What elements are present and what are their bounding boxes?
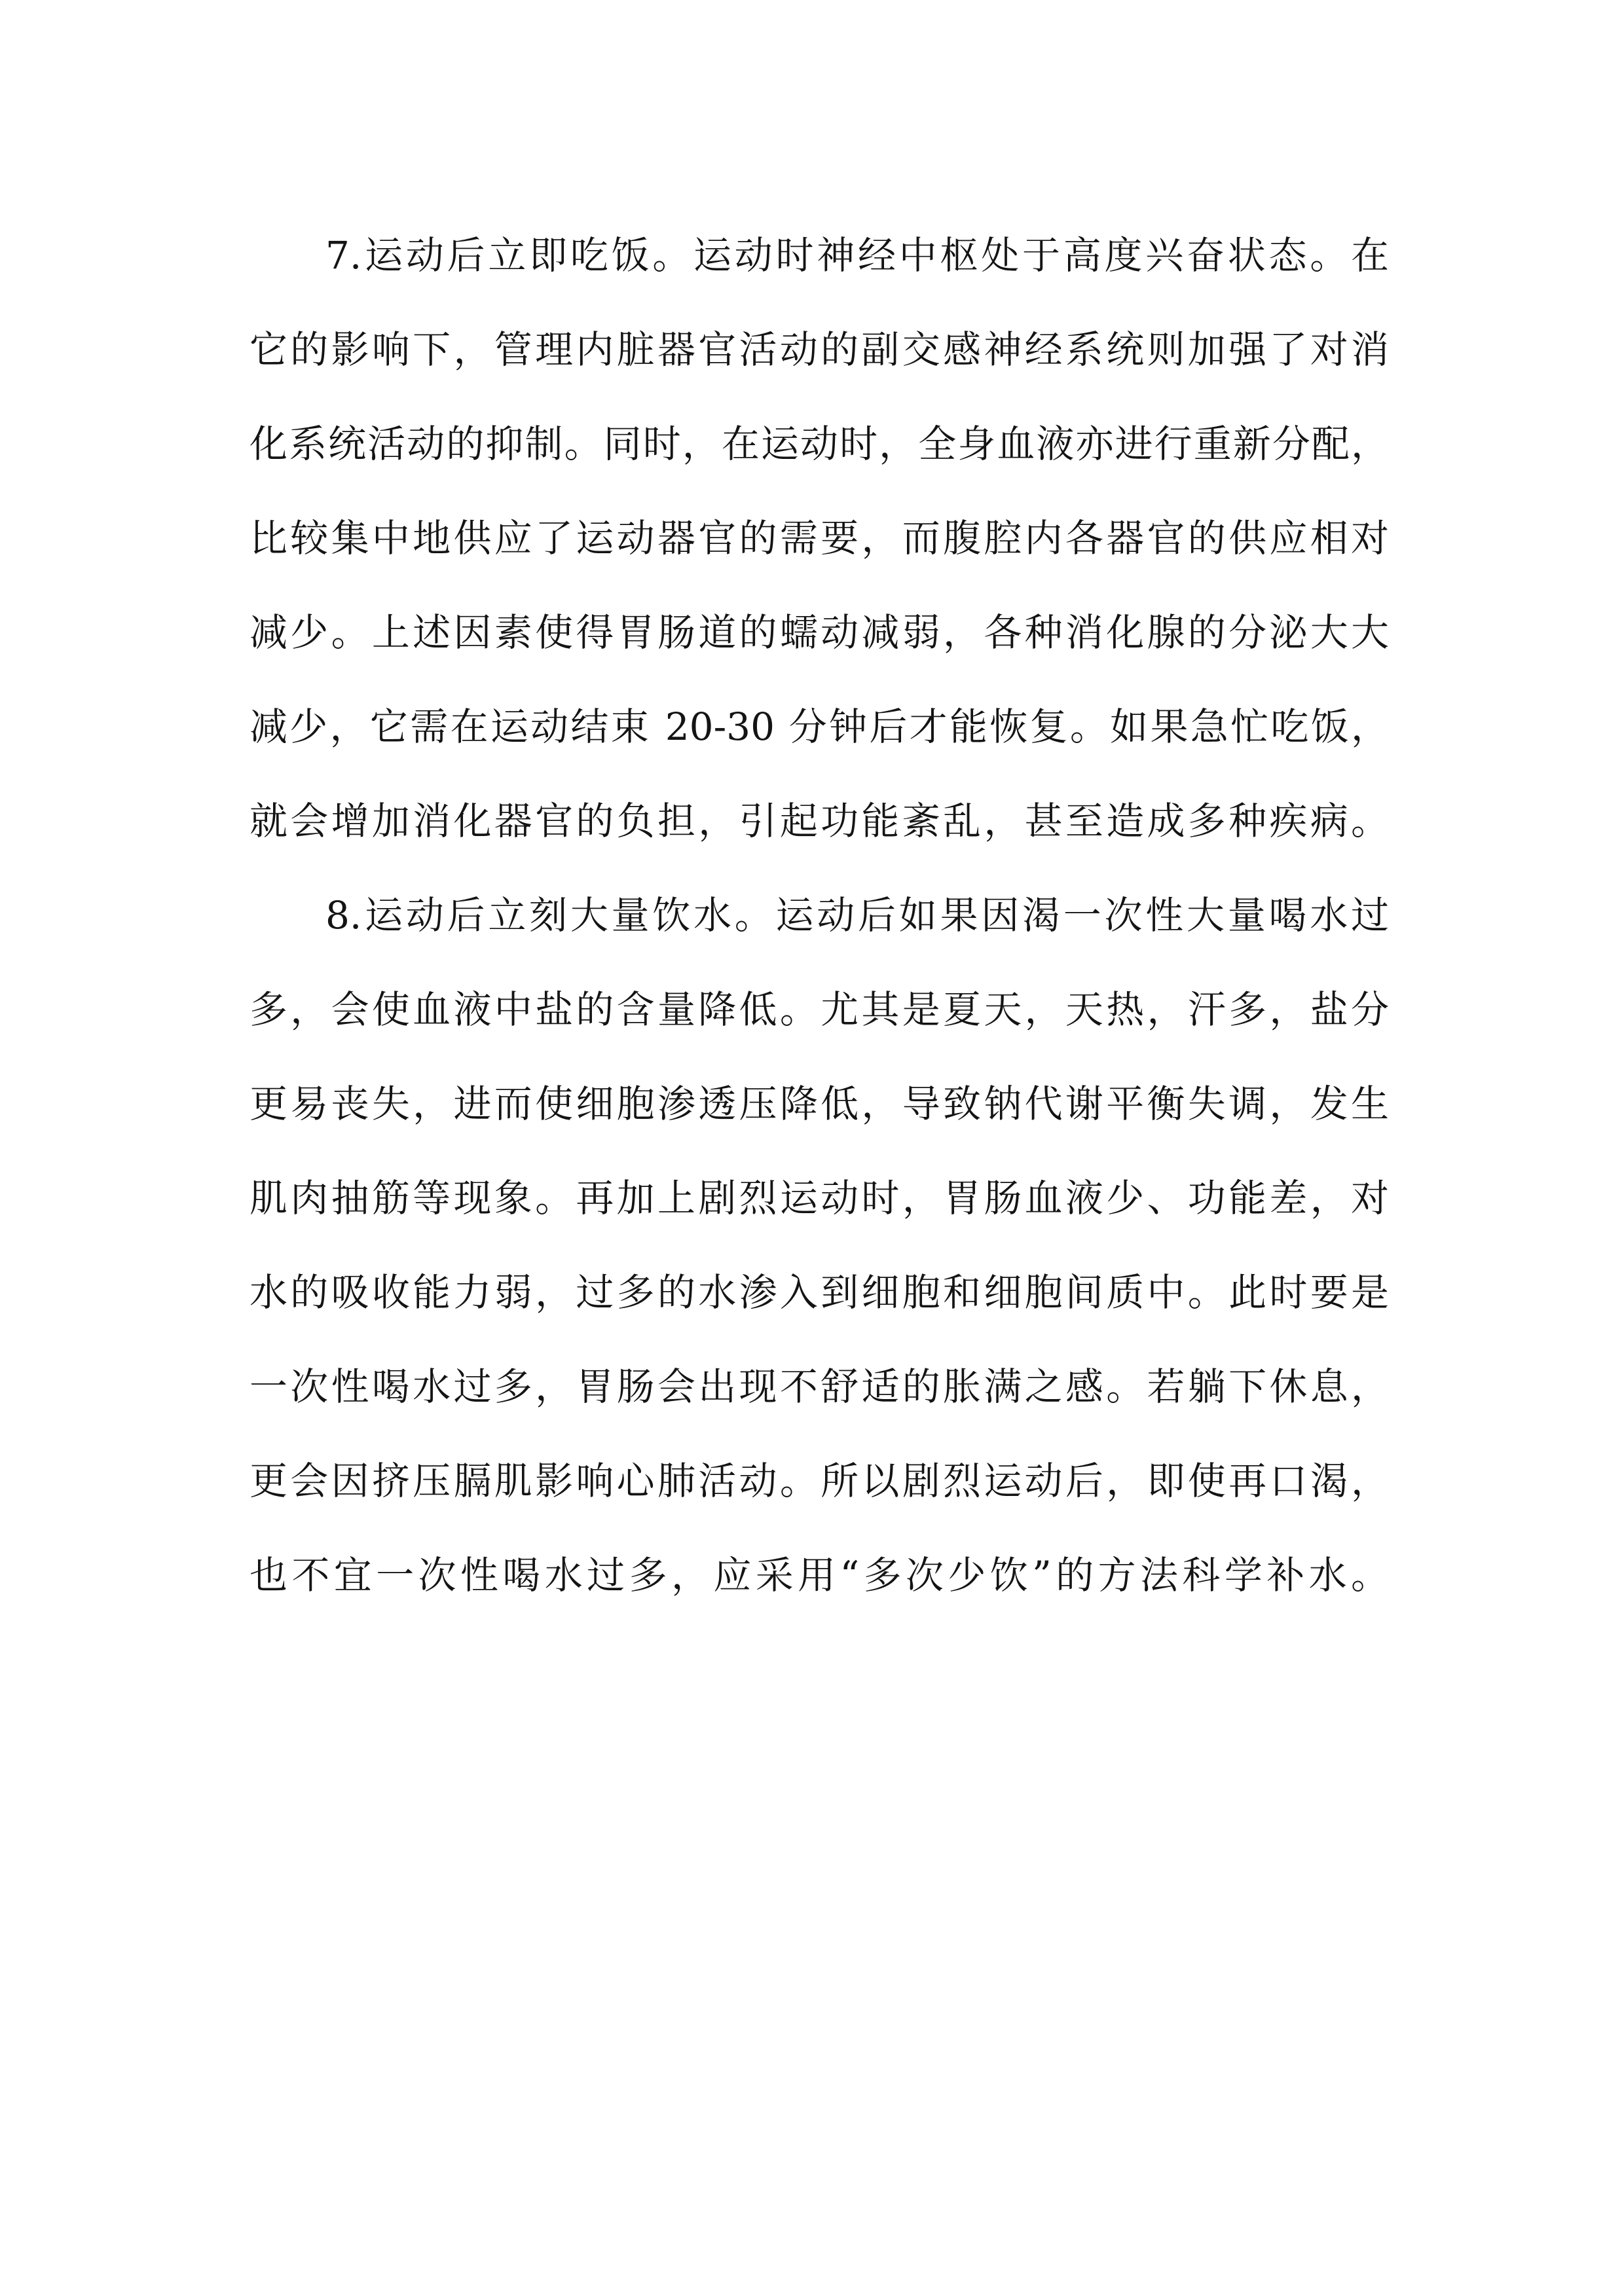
text-line: 比较集中地供应了运动器官的需要，而腹腔内各器官的供应相对 [249, 516, 1389, 560]
text-line: 更会因挤压膈肌影响心肺活动。所以剧烈运动后，即使再口渴， [249, 1459, 1389, 1503]
paragraph-8-drinking-after-exercise [249, 868, 1389, 1622]
document-body [249, 208, 1389, 1622]
text-line: 也不宜一次性喝水过多，应采用“多次少饮”的方法科学补水。 [249, 1553, 1389, 1597]
text-line: 更易丧失，进而使细胞渗透压降低，导致钠代谢平衡失调，发生 [249, 1082, 1389, 1126]
text-line: 就会增加消化器官的负担，引起功能紊乱，甚至造成多种疾病。 [249, 799, 1389, 843]
paragraph-7-eating-after-exercise [249, 208, 1389, 868]
text-line: 肌肉抽筋等现象。再加上剧烈运动时，胃肠血液少、功能差，对 [249, 1176, 1389, 1220]
text-line: 8.运动后立刻大量饮水。运动后如果因渴一次性大量喝水过 [325, 893, 1389, 938]
text-line: 7.运动后立即吃饭。运动时神经中枢处于高度兴奋状态。在 [325, 233, 1389, 278]
text-line: 化系统活动的抑制。同时，在运动时，全身血液亦进行重新分配， [249, 422, 1389, 466]
text-line: 多，会使血液中盐的含量降低。尤其是夏天，天热，汗多，盐分 [249, 987, 1389, 1032]
text-line: 减少。上述因素使得胃肠道的蠕动减弱，各种消化腺的分泌大大 [249, 610, 1389, 655]
text-line: 减少，它需在运动结束 20-30 分钟后才能恢复。如果急忙吃饭， [249, 704, 1389, 749]
text-line: 一次性喝水过多，胃肠会出现不舒适的胀满之感。若躺下休息， [249, 1364, 1389, 1409]
text-line: 水的吸收能力弱，过多的水渗入到细胞和细胞间质中。此时要是 [249, 1270, 1389, 1315]
text-line: 它的影响下，管理内脏器官活动的副交感神经系统则加强了对消 [249, 327, 1389, 372]
